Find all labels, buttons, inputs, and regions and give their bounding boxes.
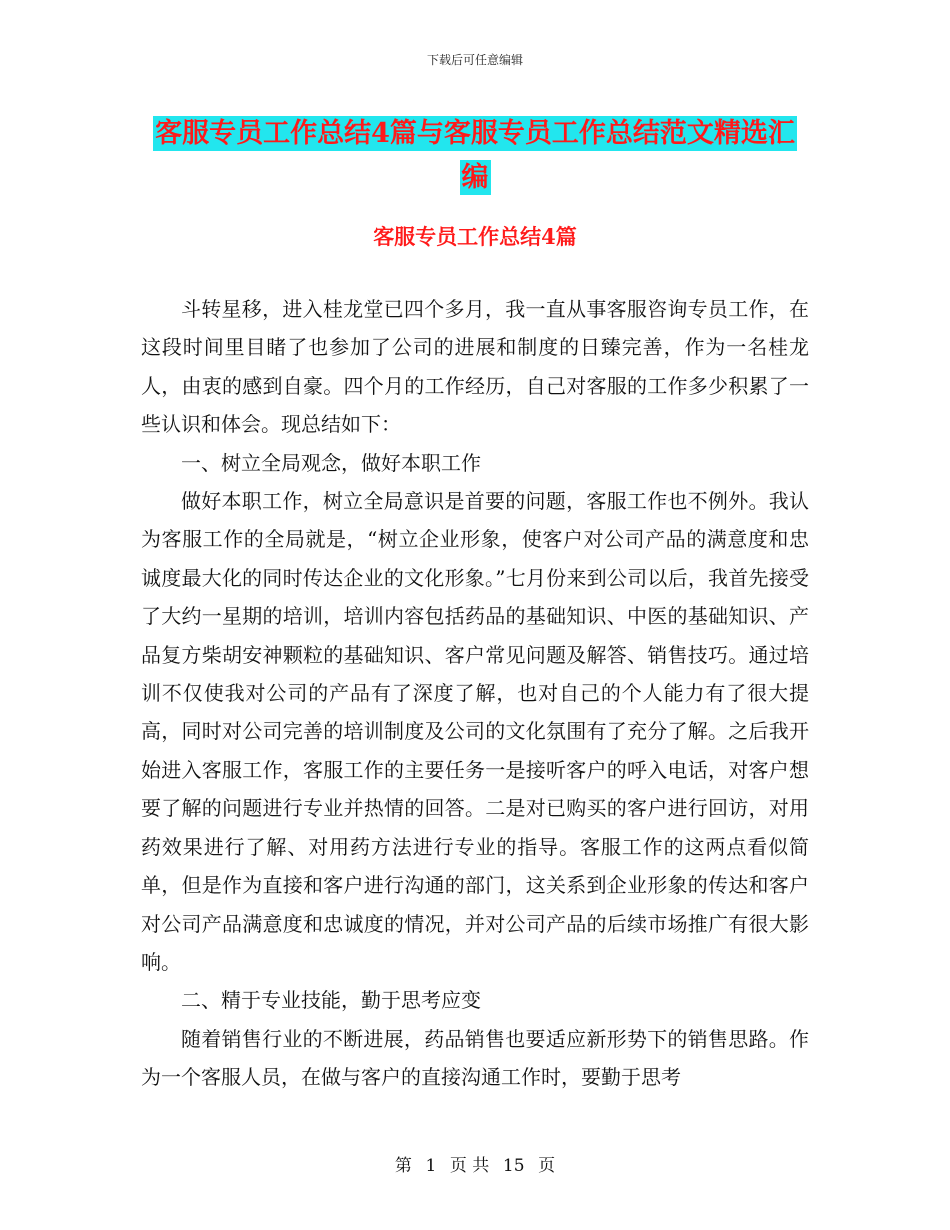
footer-current-page: 1 <box>425 1156 437 1176</box>
paragraph-2: 随着销售行业的不断进展，药品销售也要适应新形势下的销售思路。作为一个客服人员，在做与客户的直接沟通工作时，要勤于思考 <box>141 1026 809 1090</box>
document-body <box>141 290 809 1097</box>
section-title: 客服专员工作总结4篇 <box>373 224 577 249</box>
header-note: 下载后可任意编辑 <box>426 53 523 67</box>
footer-prefix: 第 <box>394 1156 412 1176</box>
footer-middle: 页 共 <box>449 1156 490 1176</box>
page-footer <box>0 1155 950 1177</box>
document-title <box>150 112 800 200</box>
paragraph-intro: 斗转星移，进入桂龙堂已四个多月，我一直从事客服咨询专员工作，在这段时间里目睹了也参加了公司的进展和制度的日臻完善，作为一名桂龙人，由衷的感到自豪。四个月的工作经历，自己对客服的工作多少积累了一些认识和体会。现总结如下： <box>141 297 809 437</box>
footer-total-pages: 15 <box>502 1156 525 1176</box>
paragraph-1: 做好本职工作，树立全局意识是首要的问题，客服工作也不例外。我认为客服工作的全局就是，“树立企业形象，使客户对公司产品的满意度和忠诚度最大化的同时传达企业的文化形象。”七月份来到公司以后，我首先接受了大约一星期的培训，培训内容包括药品的基础知识、中医的基础知识、产品复方柴胡安神颗粒的基础知识、客户常见问题及解答、销售技巧。通过培训不仅使我对公司的产品有了深度了解，也对自己的个人能力有了很大提高，同时对公司完善的培训制度及公司的文化氛围有了充分了解。之后我开始进入客服工作，客服工作的主要任务一是接听客户的呼入电话，对客户想要了解的问题进行专业并热情的回答。二是对已购买的客户进行回访，对用药效果进行了解、对用药方法进行专业的指导。客服工作的这两点看似简单，但是作为直接和客户进行沟通的部门，这关系到企业形象的传达和客户对公司产品满意度和忠诚度的情况，并对公司产品的后续市场推广有很大影响。 <box>141 489 809 974</box>
document-title-text: 客服专员工作总结4篇与客服专员工作总结范文精选汇编 <box>155 118 795 193</box>
footer-suffix: 页 <box>538 1156 556 1176</box>
subheading-2: 二、精于专业技能，勤于思考应变 <box>181 988 481 1013</box>
subheading-1: 一、树立全局观念，做好本职工作 <box>181 450 481 475</box>
